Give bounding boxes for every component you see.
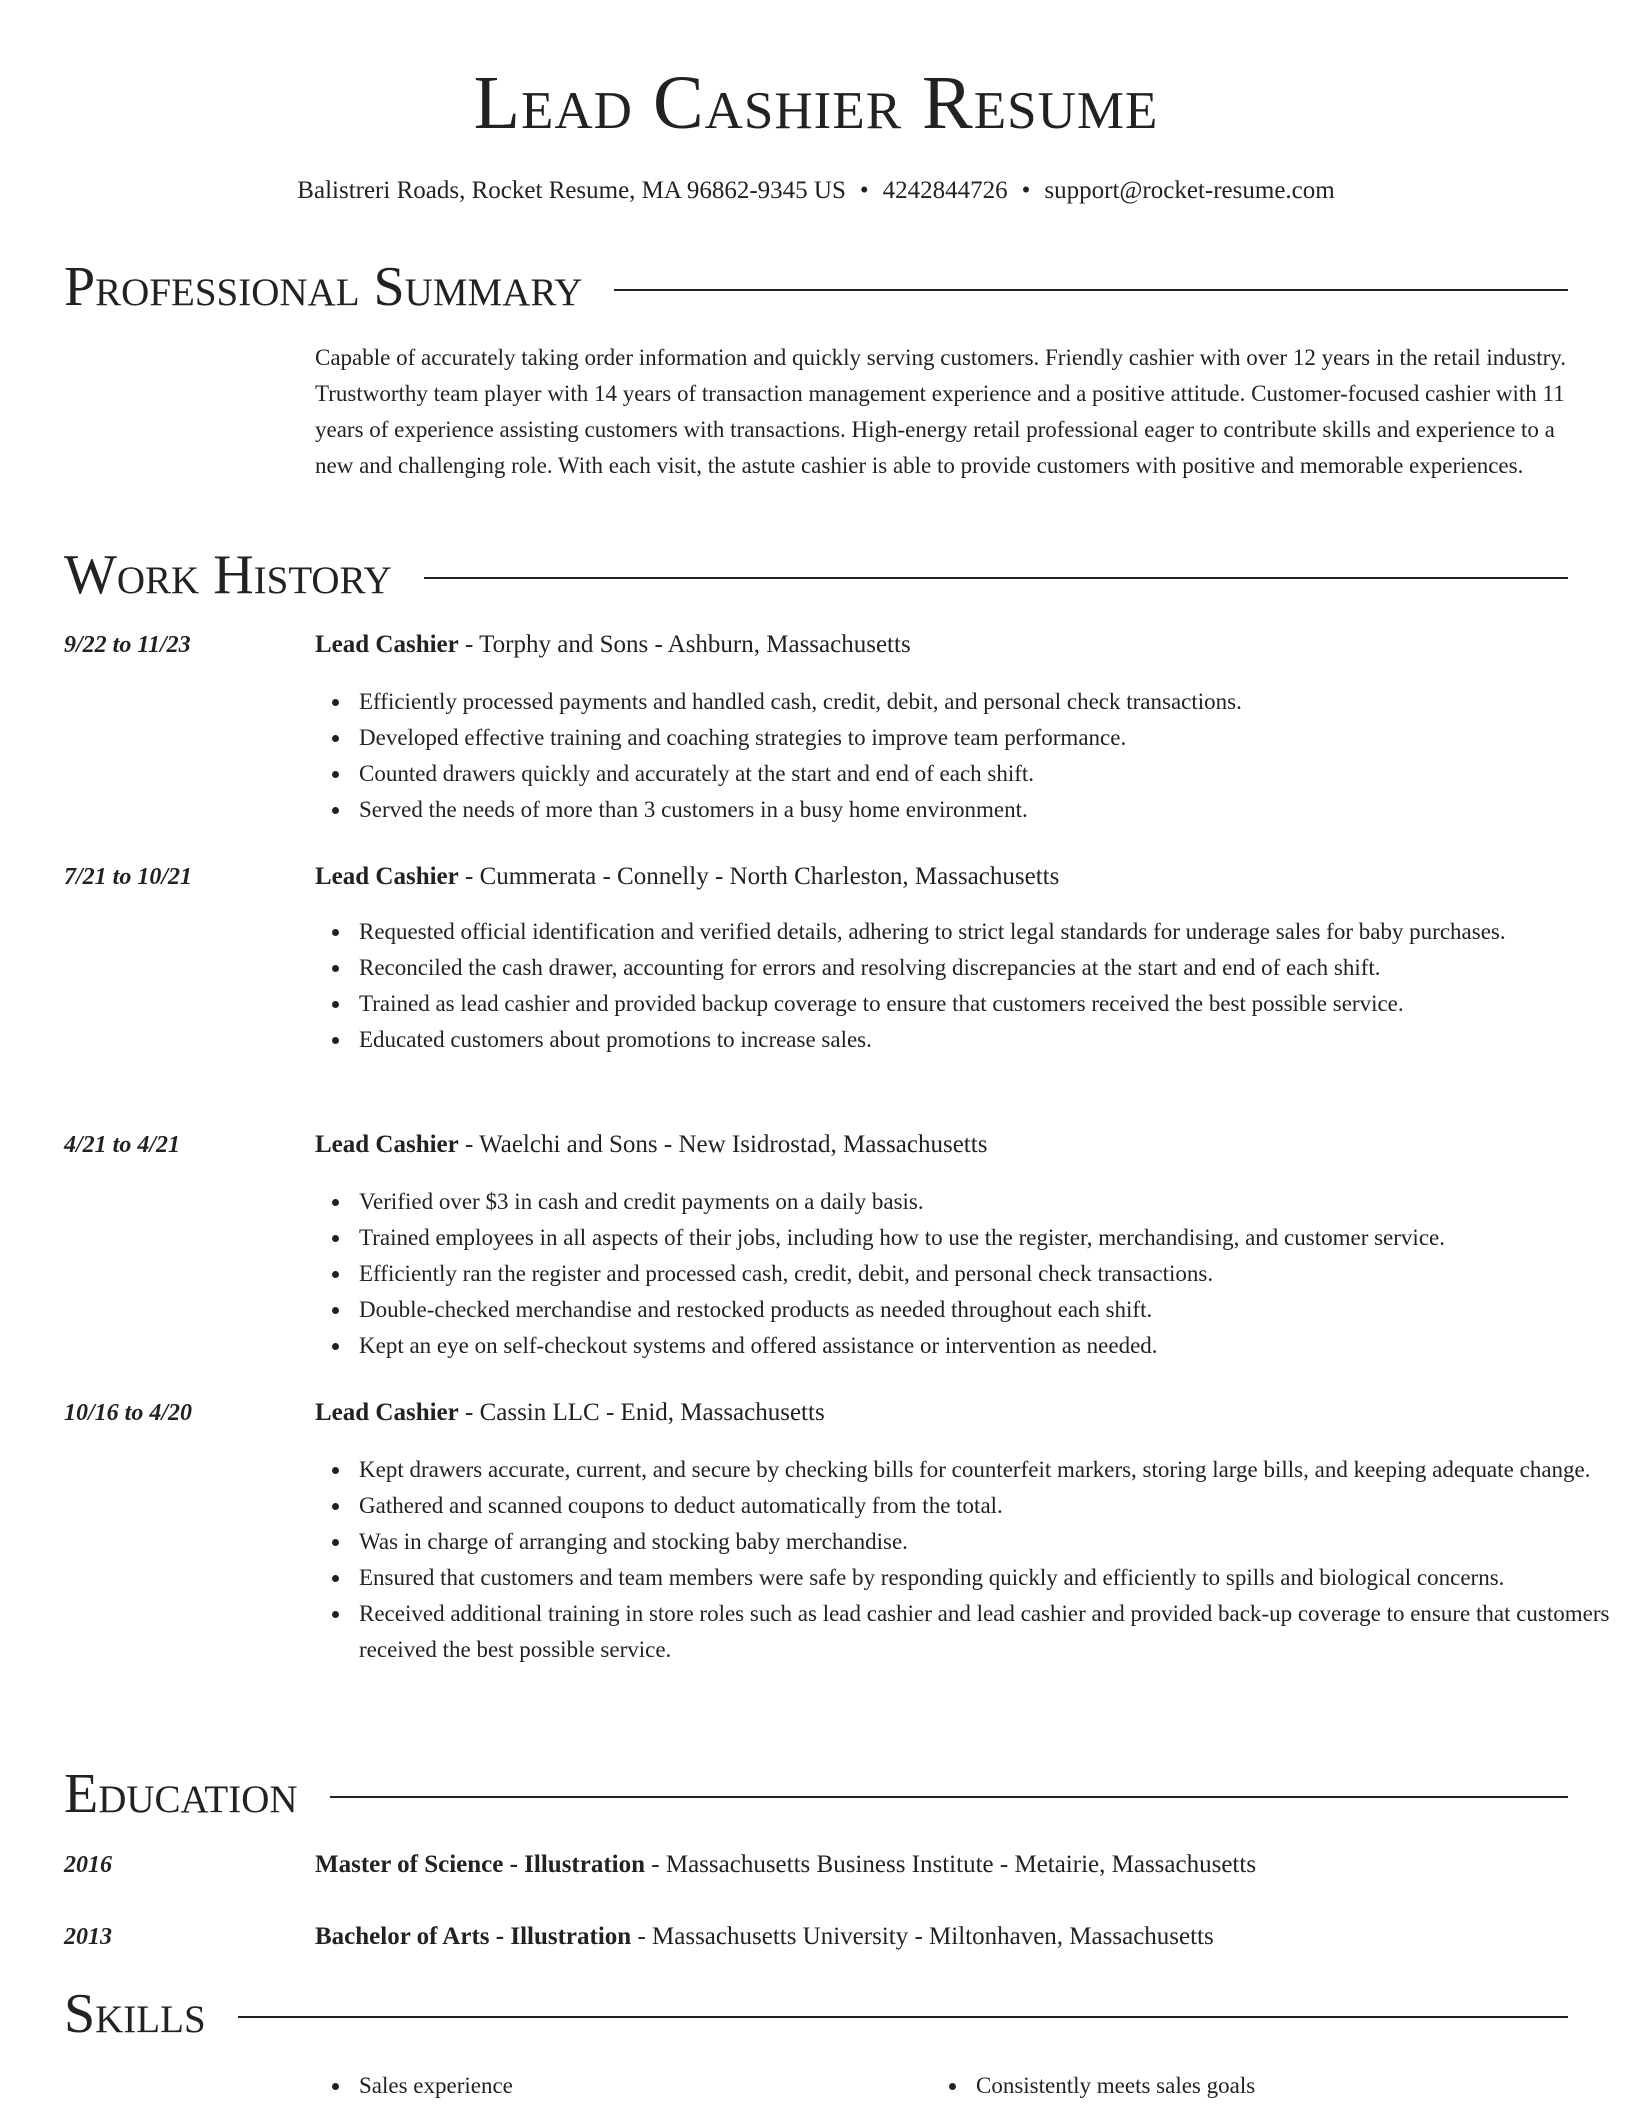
education-line	[315, 1920, 1568, 1954]
job-bullet: Efficiently ran the register and processed cash, credit, debit, and personal check transactions.	[359, 1256, 1612, 1292]
contact-address: Balistreri Roads, Rocket Resume, MA 96862-9345 US	[297, 177, 846, 204]
job-title-line	[315, 1128, 1568, 1162]
education-degree: Bachelor of Arts - Illustration	[315, 1923, 632, 1950]
section-divider	[330, 1796, 1568, 1798]
resume-name: Lead Cashier Resume	[473, 61, 1159, 145]
job-bullet: Reconciled the cash drawer, accounting for errors and resolving discrepancies at the start and end of each shift.	[359, 950, 1612, 986]
job-dates: 4/21 to 4/21	[64, 1132, 181, 1158]
section-divider	[614, 289, 1568, 291]
job-bullet: Trained employees in all aspects of their jobs, including how to use the register, merchandising, and customer service.	[359, 1220, 1612, 1256]
summary-section-header	[64, 254, 1568, 320]
job-title-line	[315, 860, 1568, 894]
job-bullet: Developed effective training and coaching strategies to improve team performance.	[359, 720, 1612, 756]
contact-line	[0, 174, 1632, 208]
summary-text: Capable of accurately taking order information and quickly serving customers. Friendly cashier with over 12 years in the retail industry. Trustworthy team player with 14 years of transaction management experience and a positive attitude. Customer-focused cashier with 11 years of experience assisting customers with transactions. High-energy retail professional eager to contribute skills and experience to a new and challenging role. With each visit, the astute cashier is able to provide customers with positive and memorable experiences.	[315, 345, 1566, 478]
job-employer: - Torphy and Sons - Ashburn, Massachusetts	[458, 631, 911, 658]
job-bullet: Kept an eye on self-checkout systems and offered assistance or intervention as needed.	[359, 1328, 1612, 1364]
job-title: Lead Cashier	[315, 863, 459, 890]
job-bullet: Counted drawers quickly and accurately at the start and end of each shift.	[359, 756, 1612, 792]
job-bullet: Double-checked merchandise and restocked products as needed throughout each shift.	[359, 1292, 1612, 1328]
contact-separator: •	[1021, 177, 1031, 204]
job-employer: - Waelchi and Sons - New Isidrostad, Massachusetts	[458, 1131, 988, 1158]
section-divider	[424, 577, 1568, 579]
education-line	[315, 1848, 1568, 1882]
contact-separator: •	[859, 177, 869, 204]
job-bullet: Gathered and scanned coupons to deduct automatically from the total.	[359, 1488, 1612, 1524]
job-bullet: Requested official identification and verified details, adhering to strict legal standards for underage sales for baby purchases.	[359, 914, 1612, 950]
education-year: 2016	[64, 1852, 112, 1878]
job-title: Lead Cashier	[315, 1131, 459, 1158]
job-bullet: Was in charge of arranging and stocking baby merchandise.	[359, 1524, 1612, 1560]
job-title-line	[315, 1396, 1568, 1430]
job-title: Lead Cashier	[315, 631, 459, 658]
work-heading: Work History	[64, 544, 392, 606]
education-section-header	[64, 1761, 1568, 1827]
job-dates: 9/22 to 11/23	[64, 632, 191, 658]
job-title: Lead Cashier	[315, 1399, 459, 1426]
job-bullets	[315, 1184, 1612, 1364]
job-dates: 7/21 to 10/21	[64, 864, 193, 890]
education-heading: Education	[64, 1763, 298, 1825]
job-bullet: Educated customers about promotions to increase sales.	[359, 1022, 1612, 1058]
job-bullets	[315, 914, 1612, 1058]
skills-list-left	[315, 2068, 919, 2104]
summary-heading: Professional Summary	[64, 256, 583, 318]
skill-item: Consistently meets sales goals	[976, 2068, 1576, 2104]
skill-item: Sales experience	[359, 2068, 919, 2104]
section-divider	[238, 2016, 1568, 2018]
job-employer: - Cassin LLC - Enid, Massachusetts	[458, 1399, 825, 1426]
contact-phone: 4242844726	[882, 177, 1008, 204]
job-bullet: Served the needs of more than 3 customers in a busy home environment.	[359, 792, 1612, 828]
education-school: - Massachusetts Business Institute - Metairie, Massachusetts	[645, 1851, 1257, 1878]
skills-section-header	[64, 1981, 1568, 2047]
work-section-header	[64, 542, 1568, 608]
job-bullets	[315, 1452, 1612, 1668]
job-bullets	[315, 684, 1612, 828]
education-year: 2013	[64, 1924, 112, 1950]
job-bullet: Verified over $3 in cash and credit payments on a daily basis.	[359, 1184, 1612, 1220]
job-bullet: Trained as lead cashier and provided backup coverage to ensure that customers received the best possible service.	[359, 986, 1612, 1022]
skills-heading: Skills	[64, 1983, 206, 2045]
education-school: - Massachusetts University - Miltonhaven, Massachusetts	[631, 1923, 1214, 1950]
job-title-line	[315, 628, 1568, 662]
job-employer: - Cummerata - Connelly - North Charleston, Massachusetts	[458, 863, 1060, 890]
job-dates: 10/16 to 4/20	[64, 1400, 193, 1426]
skills-list-right	[932, 2068, 1576, 2104]
job-bullet: Kept drawers accurate, current, and secure by checking bills for counterfeit markers, storing large bills, and keeping adequate change.	[359, 1452, 1612, 1488]
job-bullet: Efficiently processed payments and handled cash, credit, debit, and personal check transactions.	[359, 684, 1612, 720]
job-bullet: Ensured that customers and team members were safe by responding quickly and efficiently to spills and biological concerns.	[359, 1560, 1612, 1596]
job-bullet: Received additional training in store roles such as lead cashier and lead cashier and provided back-up coverage to ensure that customers received the best possible service.	[359, 1596, 1612, 1668]
education-degree: Master of Science - Illustration	[315, 1851, 646, 1878]
contact-email: support@rocket-resume.com	[1044, 177, 1335, 204]
